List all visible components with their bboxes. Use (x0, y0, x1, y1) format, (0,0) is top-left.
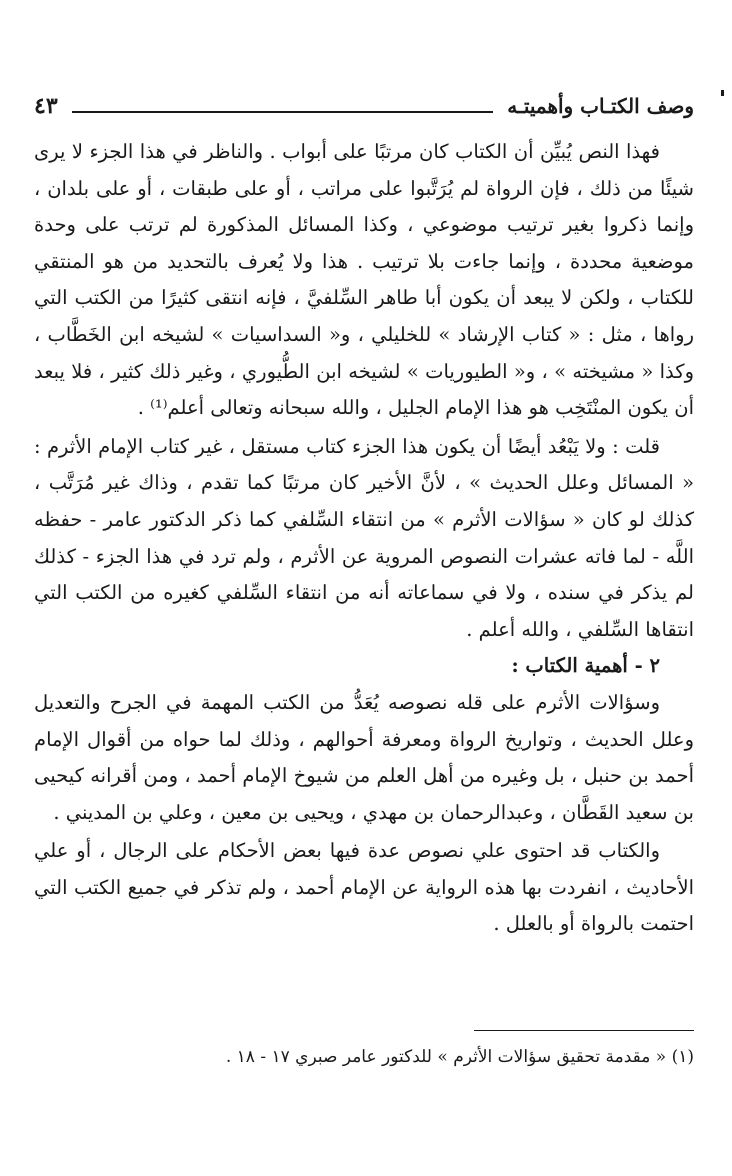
footnote: (١) « مقدمة تحقيق سؤالات الأثرم » للدكتور عامر صبري ١٧ - ١٨ . (225, 1047, 694, 1067)
section-heading: ٢ - أهمية الكتاب : (511, 654, 660, 678)
running-header-title: وصف الكتـاب وأهميتـه (507, 94, 694, 118)
paragraph-4: والكتاب قد احتوى علي نصوص عدة فيها بعض الأحكام على الرجال ، أو علي الأحاديث ، انفردت بها هذه الرواية عن الإمام أحمد ، ولم تذكر في جميع الكتب التي احتمت بالرواة أو بالعلل . (34, 839, 694, 936)
header-rule (72, 111, 494, 113)
page-number: ٤٣ (34, 93, 58, 119)
paragraph-3: وسؤالات الأثرم على قله نصوصه يُعَدُّ من الكتب المهمة في الجرح والتعديل وعلل الحديث ، وتواريخ الرواة ومعرفة أحوالهم ، وذلك لما حواه من أقوال الإمام أحمد بن حنبل ، بل وغيره من أهل العلم من شيوخ الإمام أحمد ، ومن أقرانه كيحيى بن سعيد القَطَّان ، وعبدالرحمان بن مهدي ، ويحيى بن معين ، وعلي بن المديني . (34, 690, 694, 824)
footnote-rule (474, 1030, 694, 1031)
running-header (34, 86, 694, 126)
paragraph-1: فهذا النص يُبيِّن أن الكتاب كان مرتبًا على أبواب . والناظر في هذا الجزء لا يرى شيئًا من ذلك ، فإن الرواة لم يُرَتَّبوا على مراتب ، أو على طبقات ، أو على بلدان ، وإنما ذكروا بغير ترتيب موضوعي ، وكذا المسائل المذكورة لم ترتب على وحدة موضعية محددة ، وإنما جاءت بلا ترتيب . هذا ولا يُعرف بالتحديد من هو المنتقي للكتاب ، ولكن لا يبعد أن يكون أبا طاهر السِّلفيَّ ، فإنه انتقى كثيرًا من الكتب التي رواها ، مثل : « كتاب الإرشاد » للخليلي ، و« السداسيات » لشيخه ابن الخَطَّاب ، وكذا « مشيخته » ، و« الطيوريات » لشيخه ابن الطُّيوري ، وغير ذلك كثير ، فلا يبعد أن يكون المنْتَخِب هو هذا الإمام الجليل ، والله سبحانه وتعالى أعلم⁽¹⁾ . (34, 140, 694, 420)
margin-mark (721, 90, 724, 96)
paragraph-2: قلت : ولا يَبْعُد أيضًا أن يكون هذا الجزء كتاب مستقل ، غير كتاب الإمام الأثرم : « المسائل وعلل الحديث » ، لأنَّ الأخير كان مرتبًا كما تقدم ، وذاك غير مُرَتَّب ، كذلك لو كان « سؤالات الأثرم » من انتقاء السِّلفي كما ذكر الدكتور عامر - حفظه اللَّه - لما فاته عشرات النصوص المروية عن الأثرم ، ولم ترد في هذا الجزء - كذلك لم يذكر في سنده ، ولا في سماعاته أنه من انتقاء السِّلفي كغيره من الكتب التي انتقاها السِّلفي ، والله أعلم . (34, 434, 694, 641)
body-text (34, 134, 694, 943)
